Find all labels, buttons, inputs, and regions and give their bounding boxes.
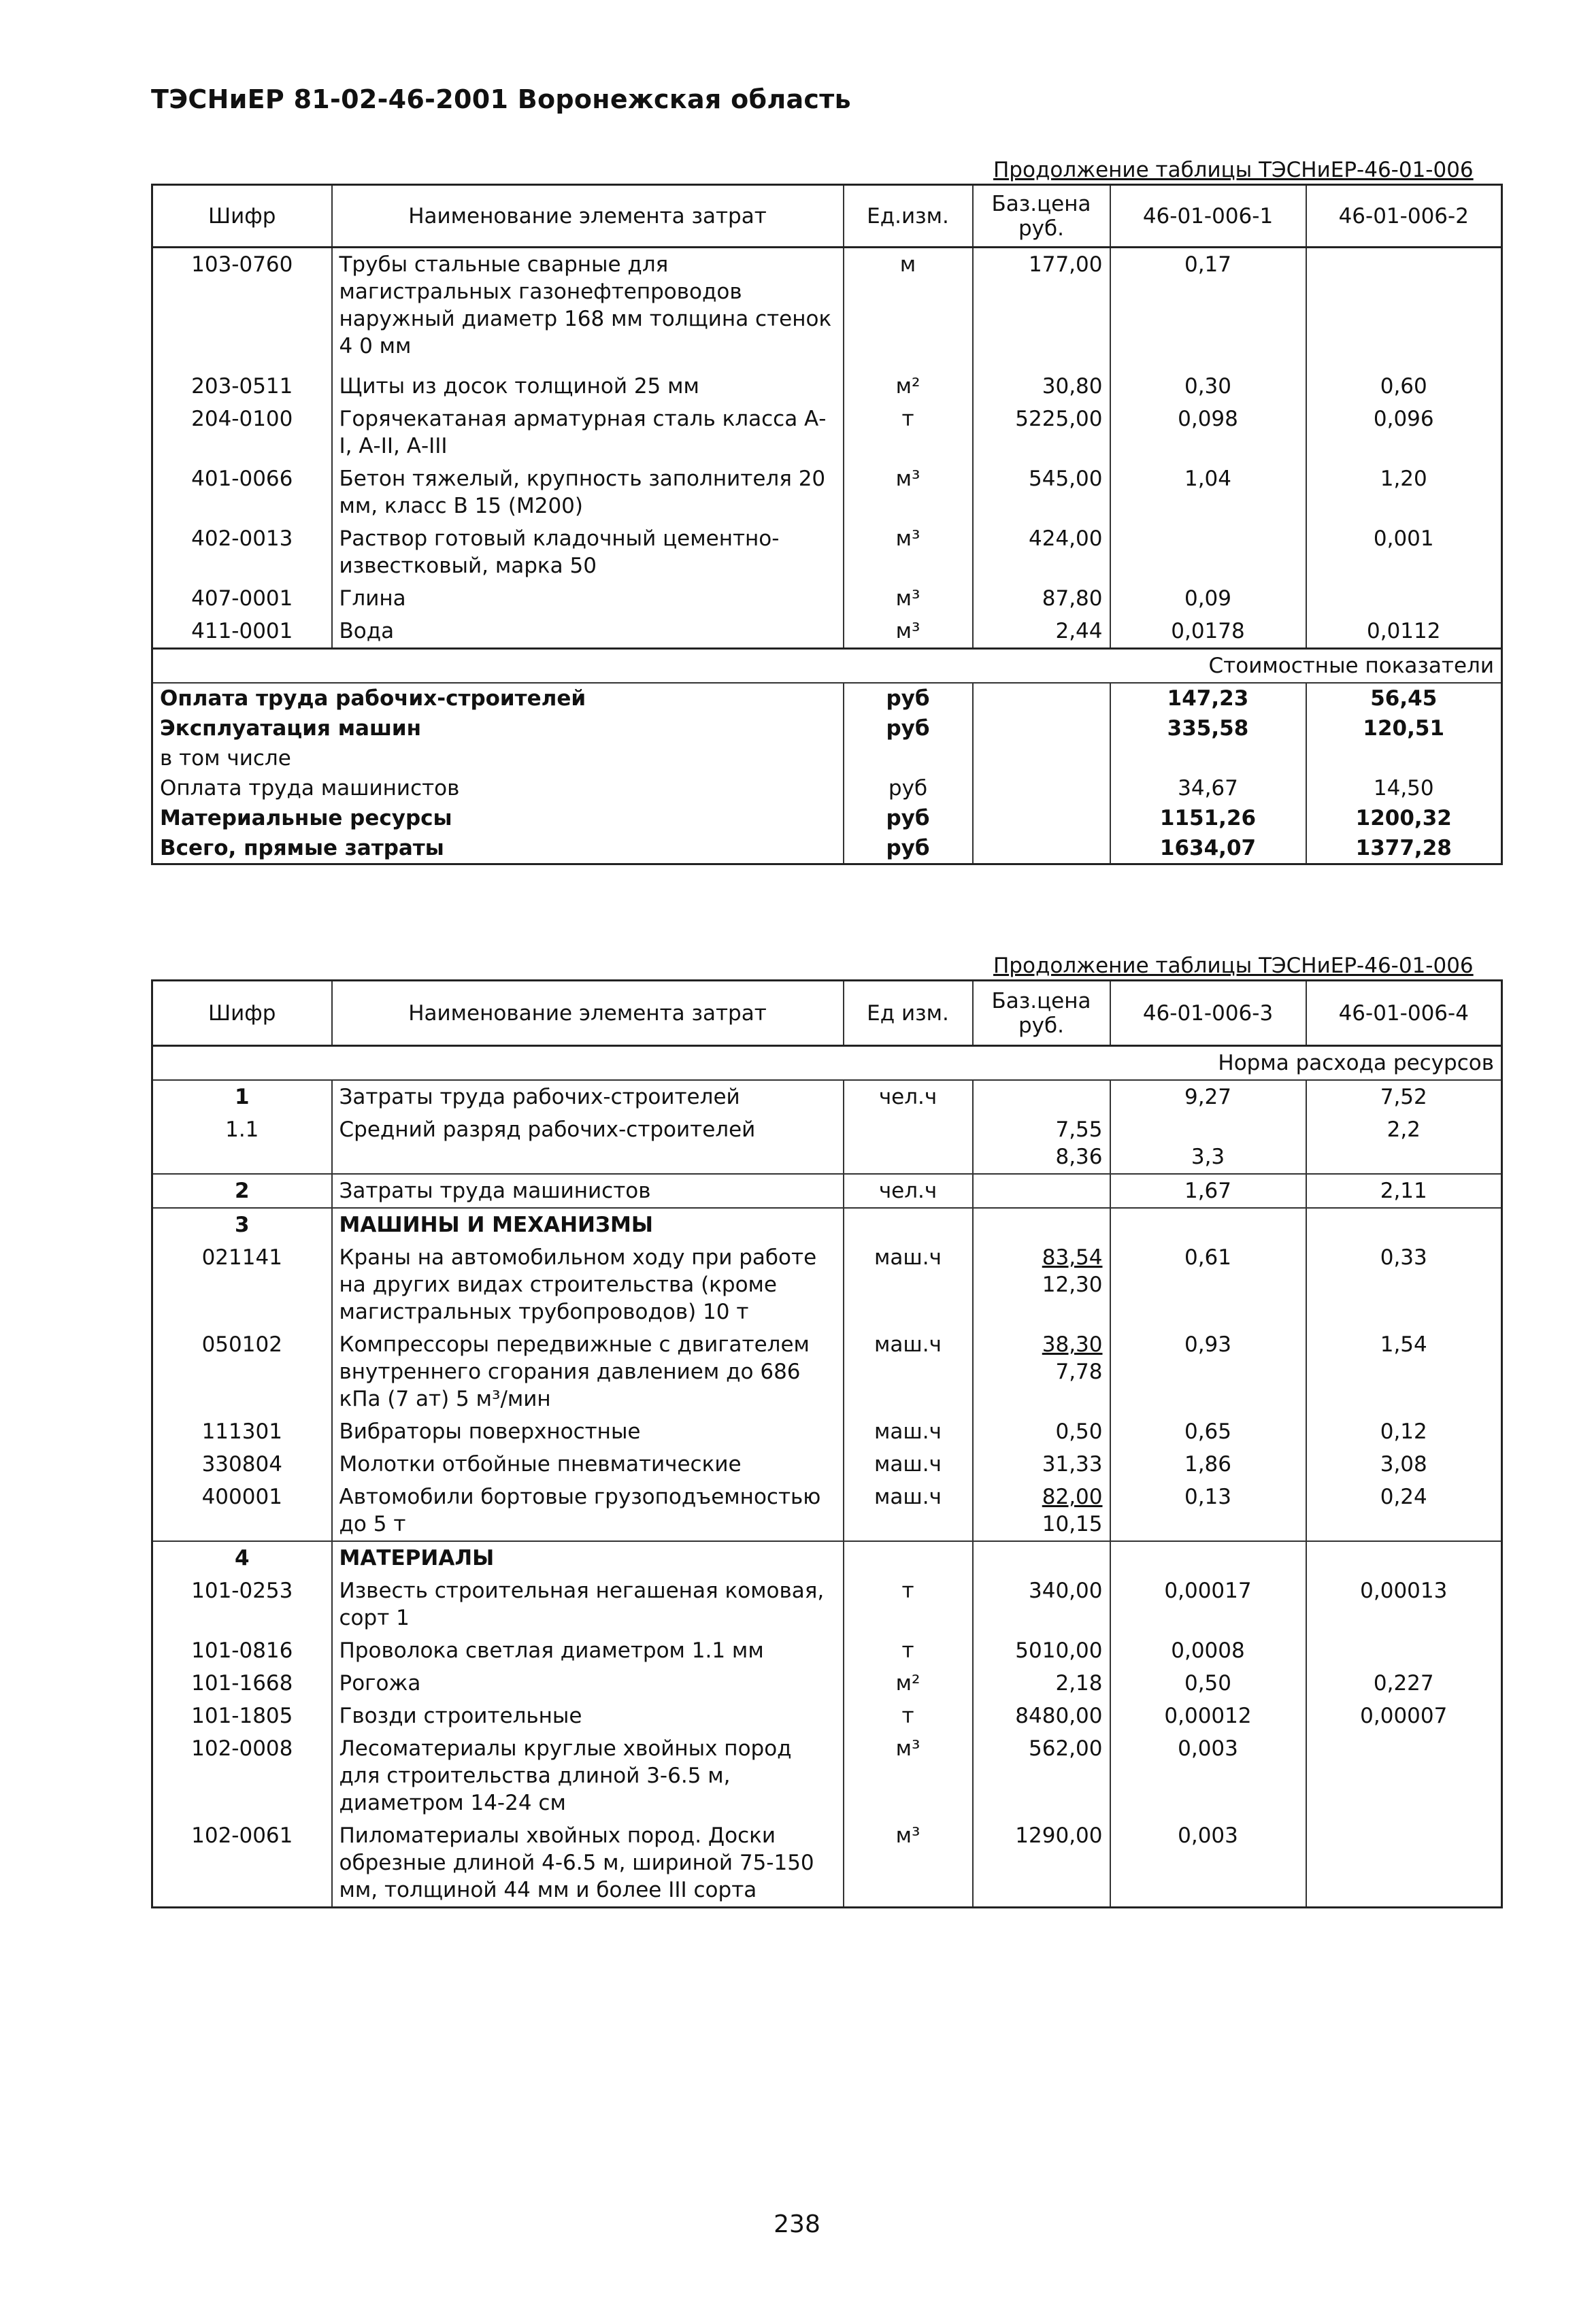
col-header-norm-1: 46-01-006-1 xyxy=(1110,185,1306,248)
norm-value-4: 3,08 xyxy=(1306,1448,1502,1481)
table-row xyxy=(152,1174,1502,1208)
base-price xyxy=(973,1080,1110,1113)
cost-value-2: 14,50 xyxy=(1306,773,1502,803)
table-row xyxy=(152,1113,1502,1174)
empty-cell xyxy=(973,683,1110,713)
base-price-value: 8480,00 xyxy=(1015,1704,1103,1728)
norm-value-2: 0,60 xyxy=(1306,370,1502,403)
resource-code: 401-0066 xyxy=(152,462,332,522)
norm-value-4: 0,00013 xyxy=(1306,1574,1502,1634)
resource-name: Затраты труда машинистов xyxy=(332,1174,844,1208)
base-price xyxy=(973,1481,1110,1541)
base-price-value: 82,00 xyxy=(1042,1485,1103,1509)
unit: т xyxy=(844,403,973,462)
base-price xyxy=(973,1174,1110,1208)
cost-value-1 xyxy=(1110,743,1306,773)
norm-value-1 xyxy=(1110,522,1306,582)
base-price xyxy=(973,1415,1110,1448)
table-row xyxy=(152,1634,1502,1667)
base-price xyxy=(973,1208,1110,1241)
base-price-value: 562,00 xyxy=(1029,1736,1103,1761)
col-header-unit: Ед.изм. xyxy=(844,185,973,248)
base-price: 5225,00 xyxy=(973,403,1110,462)
norm-value-4 xyxy=(1306,1208,1502,1241)
norm-value-4: 1,54 xyxy=(1306,1328,1502,1415)
table-row xyxy=(152,1080,1502,1113)
col-header-norm-2: 46-01-006-2 xyxy=(1306,185,1502,248)
unit: маш.ч xyxy=(844,1328,973,1415)
resource-name: Автомобили бортовые грузоподъемностью до 5 т xyxy=(332,1481,844,1541)
table2-continuation: Продолжение таблицы ТЭСНиЕР-46-01-006 xyxy=(993,954,1474,978)
table-row xyxy=(152,1241,1502,1328)
col-header-norm-3: 46-01-006-3 xyxy=(1110,981,1306,1046)
summary-name: в том числе xyxy=(152,743,844,773)
norm-value-3: 0,0008 xyxy=(1110,1634,1306,1667)
resource-code: 411-0001 xyxy=(152,615,332,649)
base-price xyxy=(973,1541,1110,1574)
norm-value-3: 0,93 xyxy=(1110,1328,1306,1415)
resource-name: Раствор готовый кладочный цементно-известковый, марка 50 xyxy=(332,522,844,582)
norm-value-2: 0,0112 xyxy=(1306,615,1502,649)
cost-value-2: 1377,28 xyxy=(1306,833,1502,864)
unit: м² xyxy=(844,370,973,403)
unit: м³ xyxy=(844,1732,973,1819)
resource-name: Средний разряд рабочих-строителей xyxy=(332,1113,844,1174)
unit: руб xyxy=(844,833,973,864)
norm-value-3: 1,67 xyxy=(1110,1174,1306,1208)
summary-row xyxy=(152,833,1502,864)
summary-row xyxy=(152,773,1502,803)
resource-code: 103-0760 xyxy=(152,248,332,370)
norm-value-4 xyxy=(1306,1732,1502,1819)
unit: м³ xyxy=(844,462,973,522)
base-price-value: 1290,00 xyxy=(1015,1823,1103,1848)
table-row xyxy=(152,1328,1502,1415)
norm-value-3: 0,61 xyxy=(1110,1241,1306,1328)
col-header-code: Шифр xyxy=(152,185,332,248)
norm-value-3: 1,86 xyxy=(1110,1448,1306,1481)
norm-value-2 xyxy=(1306,582,1502,615)
resource-name: Пиломатериалы хвойных пород. Доски обрезные длиной 4-6.5 м, шириной 75-150 мм, толщиной 44 мм и более III сорта xyxy=(332,1819,844,1908)
summary-row xyxy=(152,713,1502,743)
norm-value-4: 0,227 xyxy=(1306,1667,1502,1700)
table-row xyxy=(152,1541,1502,1574)
table-row xyxy=(152,1700,1502,1732)
unit: маш.ч xyxy=(844,1448,973,1481)
resource-name: Трубы стальные сварные для магистральных газонефтепроводов наружный диаметр 168 мм толщина стенок 4 0 мм xyxy=(332,248,844,370)
resource-code: 1.1 xyxy=(152,1113,332,1174)
unit: маш.ч xyxy=(844,1415,973,1448)
norm-value-4: 0,33 xyxy=(1306,1241,1502,1328)
unit: т xyxy=(844,1574,973,1634)
norm-value-1: 0,0178 xyxy=(1110,615,1306,649)
base-price-secondary: 12,30 xyxy=(1042,1273,1103,1297)
norm-value-4: 7,52 xyxy=(1306,1080,1502,1113)
norm-value-3: 3,3 xyxy=(1110,1113,1306,1174)
base-price xyxy=(973,1241,1110,1328)
norm-value-4 xyxy=(1306,1541,1502,1574)
resource-name: Вибраторы поверхностные xyxy=(332,1415,844,1448)
unit: руб xyxy=(844,713,973,743)
unit: руб xyxy=(844,683,973,713)
resource-name: Глина xyxy=(332,582,844,615)
unit: маш.ч xyxy=(844,1481,973,1541)
base-price-value: 340,00 xyxy=(1029,1579,1103,1603)
empty-cell xyxy=(973,833,1110,864)
cost-value-1: 34,67 xyxy=(1110,773,1306,803)
table-row xyxy=(152,1481,1502,1541)
norm-value-1: 1,04 xyxy=(1110,462,1306,522)
resource-name: Гвозди строительные xyxy=(332,1700,844,1732)
resource-code: 2 xyxy=(152,1174,332,1208)
resource-code: 101-1805 xyxy=(152,1700,332,1732)
table-row xyxy=(152,1819,1502,1908)
resource-name: Рогожа xyxy=(332,1667,844,1700)
base-price: 545,00 xyxy=(973,462,1110,522)
resource-code: 3 xyxy=(152,1208,332,1241)
unit: руб xyxy=(844,803,973,833)
unit: чел.ч xyxy=(844,1080,973,1113)
empty-cell xyxy=(973,713,1110,743)
unit: чел.ч xyxy=(844,1174,973,1208)
resource-table-1 xyxy=(151,184,1503,865)
norm-value-3: 0,003 xyxy=(1110,1819,1306,1908)
empty-cell xyxy=(973,803,1110,833)
norm-value-3 xyxy=(1110,1208,1306,1241)
unit xyxy=(844,743,973,773)
norm-value-2 xyxy=(1306,248,1502,370)
norm-value-3: 9,27 xyxy=(1110,1080,1306,1113)
page-header: ТЭСНиЕР 81-02-46-2001 Воронежская область xyxy=(151,84,851,114)
base-price-value: 2,18 xyxy=(1055,1671,1103,1696)
empty-cell xyxy=(973,773,1110,803)
table-row xyxy=(152,615,1502,649)
resource-code: 1 xyxy=(152,1080,332,1113)
norm-value-3: 0,50 xyxy=(1110,1667,1306,1700)
norm-value-3: 0,00012 xyxy=(1110,1700,1306,1732)
unit xyxy=(844,1208,973,1241)
base-price xyxy=(973,1732,1110,1819)
base-price-value: 31,33 xyxy=(1042,1452,1103,1477)
norm-value-4: 0,24 xyxy=(1306,1481,1502,1541)
base-price: 424,00 xyxy=(973,522,1110,582)
cost-value-1: 335,58 xyxy=(1110,713,1306,743)
base-price: 87,80 xyxy=(973,582,1110,615)
table-row xyxy=(152,582,1502,615)
summary-name: Материальные ресурсы xyxy=(152,803,844,833)
summary-name: Всего, прямые затраты xyxy=(152,833,844,864)
summary-row xyxy=(152,743,1502,773)
resource-code: 4 xyxy=(152,1541,332,1574)
cost-value-2 xyxy=(1306,743,1502,773)
resource-code: 400001 xyxy=(152,1481,332,1541)
cost-indicators-label: Стоимостные показатели xyxy=(152,648,1502,683)
summary-name: Оплата труда рабочих-строителей xyxy=(152,683,844,713)
unit: м³ xyxy=(844,522,973,582)
unit: м² xyxy=(844,1667,973,1700)
col-header-code: Шифр xyxy=(152,981,332,1046)
base-price-value: 38,30 xyxy=(1042,1332,1103,1357)
norm-value-2: 0,096 xyxy=(1306,403,1502,462)
base-price xyxy=(973,1700,1110,1732)
norm-value-2: 1,20 xyxy=(1306,462,1502,522)
table-row xyxy=(152,462,1502,522)
table-row xyxy=(152,1415,1502,1448)
norm-value-4 xyxy=(1306,1634,1502,1667)
table-row xyxy=(152,522,1502,582)
norm-value-4: 0,00007 xyxy=(1306,1700,1502,1732)
summary-row xyxy=(152,683,1502,713)
resource-code: 021141 xyxy=(152,1241,332,1328)
table-row xyxy=(152,1448,1502,1481)
resource-code: 407-0001 xyxy=(152,582,332,615)
section-band xyxy=(152,648,1502,683)
norm-value-3 xyxy=(1110,1541,1306,1574)
col-header-norm-4: 46-01-006-4 xyxy=(1306,981,1502,1046)
base-price: 30,80 xyxy=(973,370,1110,403)
base-price xyxy=(973,1113,1110,1174)
col-header-name: Наименование элемента затрат xyxy=(332,981,844,1046)
resource-name: МАШИНЫ И МЕХАНИЗМЫ xyxy=(332,1208,844,1241)
resource-name: Горячекатаная арматурная сталь класса А-I, А-II, А-III xyxy=(332,403,844,462)
unit: руб xyxy=(844,773,973,803)
resource-code: 402-0013 xyxy=(152,522,332,582)
resource-name: МАТЕРИАЛЫ xyxy=(332,1541,844,1574)
base-price xyxy=(973,1819,1110,1908)
base-price xyxy=(973,1634,1110,1667)
base-price xyxy=(973,1328,1110,1415)
resource-name: Вода xyxy=(332,615,844,649)
table-row xyxy=(152,1732,1502,1819)
resource-code: 204-0100 xyxy=(152,403,332,462)
summary-row xyxy=(152,803,1502,833)
base-price-secondary: 10,15 xyxy=(1042,1512,1103,1536)
base-price: 177,00 xyxy=(973,248,1110,370)
resource-name: Молотки отбойные пневматические xyxy=(332,1448,844,1481)
col-header-name: Наименование элемента затрат xyxy=(332,185,844,248)
resource-table-2 xyxy=(151,979,1503,1908)
resource-name: Проволока светлая диаметром 1.1 мм xyxy=(332,1634,844,1667)
norm-value-3: 0,003 xyxy=(1110,1732,1306,1819)
resource-code: 101-0816 xyxy=(152,1634,332,1667)
col-header-price: Баз.цена руб. xyxy=(973,185,1110,248)
norm-value-1: 0,098 xyxy=(1110,403,1306,462)
resource-name: Известь строительная негашеная комовая, сорт 1 xyxy=(332,1574,844,1634)
resource-name: Бетон тяжелый, крупность заполнителя 20 мм, класс В 15 (М200) xyxy=(332,462,844,522)
norm-value-4: 2,2 xyxy=(1306,1113,1502,1174)
base-price xyxy=(973,1448,1110,1481)
unit: м³ xyxy=(844,1819,973,1908)
resource-code: 330804 xyxy=(152,1448,332,1481)
cost-value-2: 1200,32 xyxy=(1306,803,1502,833)
base-price-secondary: 7,78 xyxy=(1055,1360,1103,1384)
unit: м³ xyxy=(844,615,973,649)
table-row xyxy=(152,370,1502,403)
table-row xyxy=(152,1667,1502,1700)
norm-value-4: 2,11 xyxy=(1306,1174,1502,1208)
norm-value-3: 0,65 xyxy=(1110,1415,1306,1448)
norm-value-1: 0,30 xyxy=(1110,370,1306,403)
resource-code: 101-0253 xyxy=(152,1574,332,1634)
base-price-value: 83,54 xyxy=(1042,1245,1103,1270)
col-header-price: Баз.цена руб. xyxy=(973,981,1110,1046)
cost-value-2: 120,51 xyxy=(1306,713,1502,743)
unit: м xyxy=(844,248,973,370)
unit xyxy=(844,1541,973,1574)
resource-name: Лесоматериалы круглые хвойных пород для строительства длиной 3-6.5 м, диаметром 14-24 см xyxy=(332,1732,844,1819)
norm-value-4: 0,12 xyxy=(1306,1415,1502,1448)
norm-value-4 xyxy=(1306,1819,1502,1908)
summary-name: Эксплуатация машин xyxy=(152,713,844,743)
cost-value-1: 1634,07 xyxy=(1110,833,1306,864)
cost-value-2: 56,45 xyxy=(1306,683,1502,713)
resource-name: Компрессоры передвижные с двигателем внутреннего сгорания давлением до 686 кПа (7 ат) 5 м³/мин xyxy=(332,1328,844,1415)
table-row xyxy=(152,248,1502,370)
col-header-unit: Ед изм. xyxy=(844,981,973,1046)
base-price-value: 5010,00 xyxy=(1015,1638,1103,1663)
norm-value-1: 0,09 xyxy=(1110,582,1306,615)
norm-value-1: 0,17 xyxy=(1110,248,1306,370)
table-row xyxy=(152,1208,1502,1241)
resource-code: 203-0511 xyxy=(152,370,332,403)
resource-name: Затраты труда рабочих-строителей xyxy=(332,1080,844,1113)
unit: маш.ч xyxy=(844,1241,973,1328)
cost-value-1: 1151,26 xyxy=(1110,803,1306,833)
base-price xyxy=(973,1667,1110,1700)
norm-value-3: 0,13 xyxy=(1110,1481,1306,1541)
resource-code: 111301 xyxy=(152,1415,332,1448)
unit: м³ xyxy=(844,582,973,615)
empty-cell xyxy=(973,743,1110,773)
base-price-value: 7,55 xyxy=(1055,1117,1103,1142)
summary-name: Оплата труда машинистов xyxy=(152,773,844,803)
resource-norm-label: Норма расхода ресурсов xyxy=(152,1046,1502,1081)
norm-value-2: 0,001 xyxy=(1306,522,1502,582)
resource-code: 101-1668 xyxy=(152,1667,332,1700)
base-price-value: 0,50 xyxy=(1055,1419,1103,1444)
unit: т xyxy=(844,1700,973,1732)
resource-name: Щиты из досок толщиной 25 мм xyxy=(332,370,844,403)
page-number: 238 xyxy=(774,2210,820,2238)
cost-value-1: 147,23 xyxy=(1110,683,1306,713)
resource-name: Краны на автомобильном ходу при работе на других видах строительства (кроме магистральных трубопроводов) 10 т xyxy=(332,1241,844,1328)
resource-code: 102-0061 xyxy=(152,1819,332,1908)
base-price xyxy=(973,1574,1110,1634)
base-price-secondary: 8,36 xyxy=(1055,1145,1103,1169)
table1-continuation: Продолжение таблицы ТЭСНиЕР-46-01-006 xyxy=(993,158,1474,182)
base-price: 2,44 xyxy=(973,615,1110,649)
table-row xyxy=(152,1574,1502,1634)
resource-code: 050102 xyxy=(152,1328,332,1415)
unit: т xyxy=(844,1634,973,1667)
table-row xyxy=(152,403,1502,462)
unit xyxy=(844,1113,973,1174)
resource-code: 102-0008 xyxy=(152,1732,332,1819)
section-band xyxy=(152,1046,1502,1081)
norm-value-3: 0,00017 xyxy=(1110,1574,1306,1634)
